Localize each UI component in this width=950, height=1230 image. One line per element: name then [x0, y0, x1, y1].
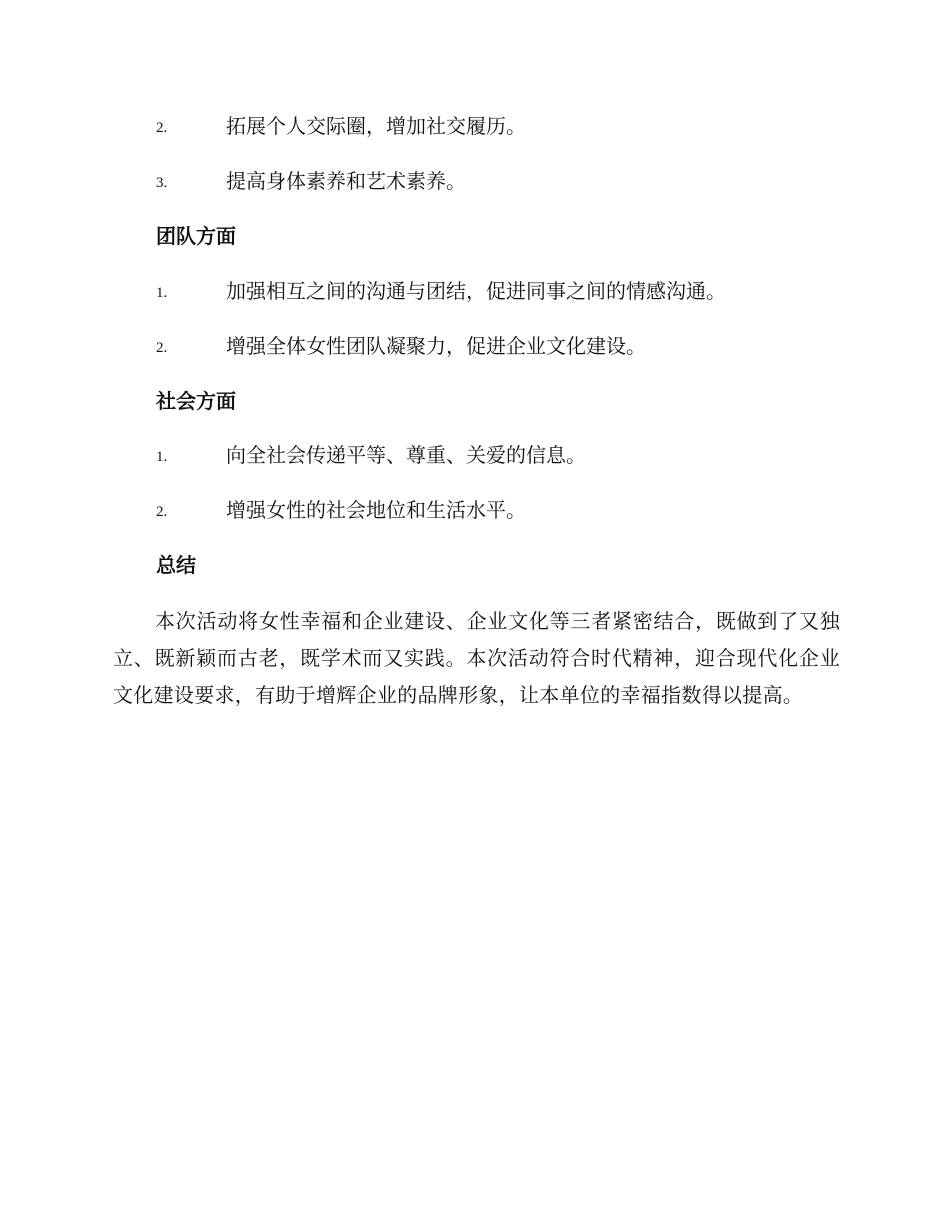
list-item-text: 增强全体女性团队凝聚力，促进企业文化建设。 — [226, 334, 646, 358]
list-number: 1. — [156, 449, 168, 465]
list-number: 2. — [156, 120, 168, 136]
list-item-text: 提高身体素养和艺术素养。 — [226, 169, 466, 193]
list-number: 2. — [156, 504, 168, 520]
list-number: 2. — [156, 340, 168, 356]
list-item-text: 加强相互之间的沟通与团结，促进同事之间的情感沟通。 — [226, 279, 726, 303]
list-item — [0, 441, 950, 471]
list-item — [0, 332, 950, 362]
list-item — [0, 167, 950, 197]
list-item — [0, 277, 950, 307]
section-heading-summary: 总结 — [156, 553, 196, 577]
section-heading-team: 团队方面 — [156, 224, 236, 248]
list-item — [0, 112, 950, 142]
list-item — [0, 496, 950, 526]
list-number: 1. — [156, 285, 168, 301]
summary-paragraph: 本次活动将女性幸福和企业建设、企业文化等三者紧密结合，既做到了又独立、既新颖而古老，既学术而又实践。本次活动符合时代精神，迎合现代化企业文化建设要求，有助于增辉企业的品牌形象，让本单位的幸福指数得以提高。 — [113, 609, 840, 707]
list-item-text: 增强女性的社会地位和生活水平。 — [226, 498, 526, 522]
list-number: 3. — [156, 175, 168, 191]
list-item-text: 向全社会传递平等、尊重、关爱的信息。 — [226, 443, 586, 467]
section-heading-society: 社会方面 — [156, 389, 236, 413]
list-item-text: 拓展个人交际圈，增加社交履历。 — [226, 114, 526, 138]
